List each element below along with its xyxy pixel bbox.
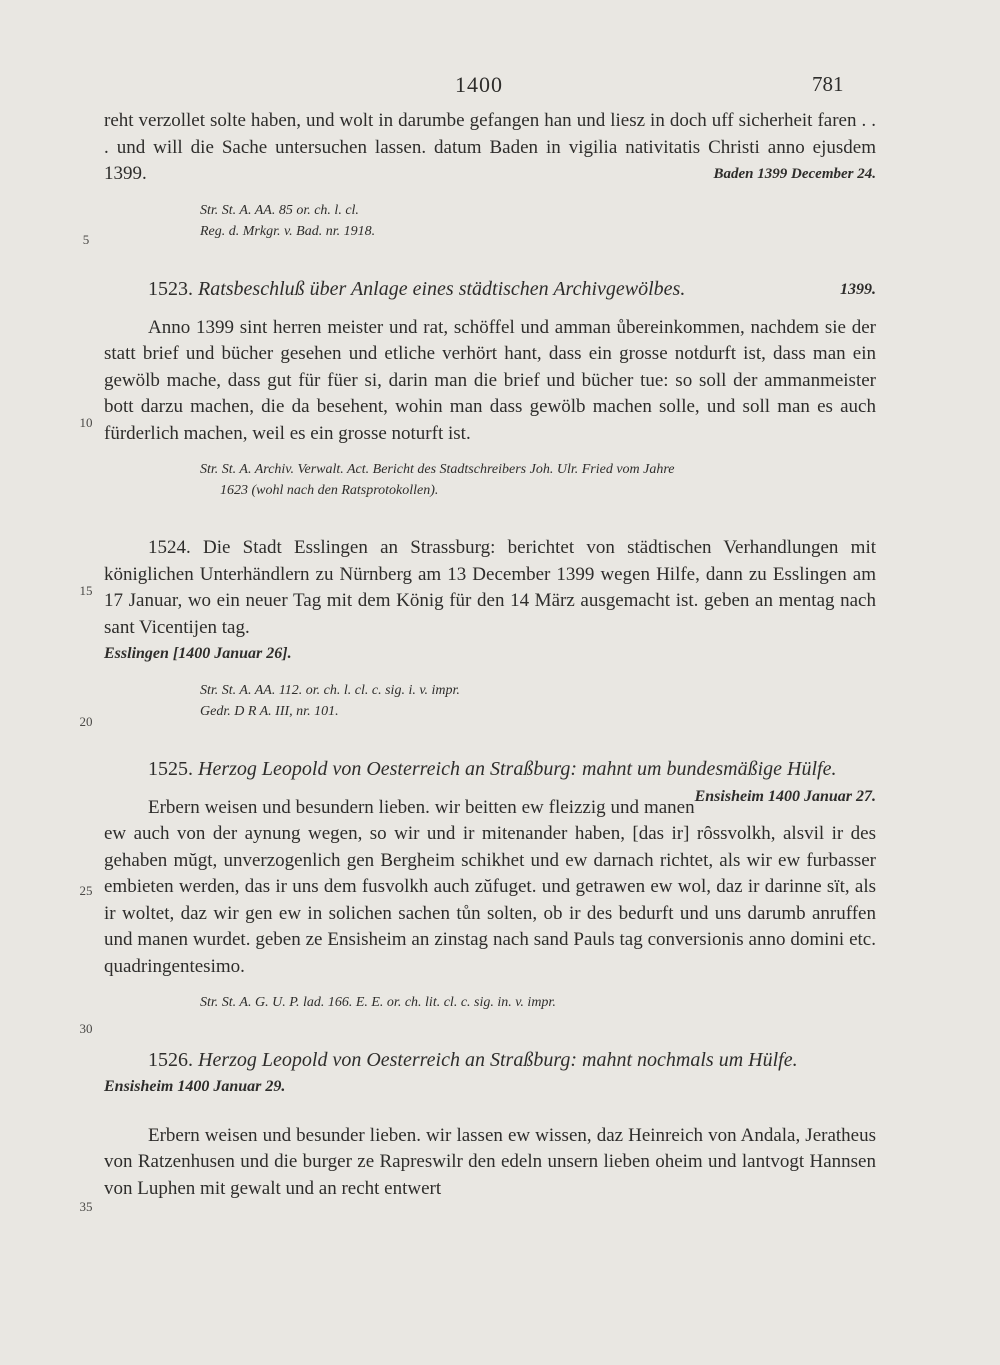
entry-title: Herzog Leopold von Oesterreich an Straßburg: mahnt nochmals um Hülfe. [198, 1049, 798, 1071]
source-note: Reg. d. Mrkgr. v. Bad. nr. 1918. [200, 223, 376, 239]
entry-date: Ensisheim 1400 Januar 29. [104, 1078, 286, 1095]
text-body [104, 108, 876, 1202]
continuation-date: Baden 1399 December 24. [713, 166, 876, 182]
entry-text-1523: Anno 1399 sint herren meister und rat, schöffel und amman ůbereinkommen, nachdem sie der statt brief und bücher gesehen und etliche verhört hant, dass ein grosse notdurft ist, dass man ein gewölb mache, dass gut für füer si, darin man die brief und bücher tue: so soll der ammanmeister bott darzu machen, die da besehent, wohin man dass gewölb machen solle, und soll man es auch fürderlich machen, weil es ein grosse noturft ist. [104, 316, 876, 444]
source-note: Str. St. A. G. U. P. lad. 166. E. E. or. ch. lit. cl. c. sig. in. v. impr. [200, 995, 556, 1010]
entry-heading-1523 [104, 276, 876, 303]
running-head [0, 72, 1000, 102]
entry-title: Ratsbeschluß über Anlage eines städtischen Archivgewölbes. [198, 277, 686, 300]
entry-number: 1523. [148, 277, 193, 300]
entry-text-1524: 1524. Die Stadt Esslingen an Strassburg: berichtet von städtischen Verhandlungen mit königlichen Unterhändlern zu Nürnberg am 13 December 1399 wegen Hilfe, dann zu Esslingen am 17 Januar, wo ein neuer Tag mit dem König für den 14 März ausgemacht ist. geben an mentag nach sant Vicentijen tag. [104, 537, 877, 638]
entry-number: 1525. [148, 757, 193, 780]
line-number: 20 [79, 714, 93, 729]
source-note: Str. St. A. Archiv. Verwalt. Act. Bericht des Stadtschreibers Joh. Ulr. Fried vom Jahre 1623 (wohl nach den Ratsprotokollen). [200, 462, 675, 498]
source-note: Str. St. A. AA. 112. or. ch. l. cl. c. sig. i. v. impr. [200, 682, 460, 698]
entry-text-1526: Erbern weisen und besunder lieben. wir lassen ew wissen, daz Heinreich von Andala, Jeratheus von Ratzenhusen und die burger ze Rapreswilr den edeln unsern lieben oheim und lantvogt Hannsen von Luphen mit gewalt und an recht entwert [104, 1124, 876, 1199]
entry-title: Herzog Leopold von Oesterreich an Straßburg: mahnt um bundesmäßige Hülfe. [198, 757, 837, 780]
entry-number: 1524. [148, 537, 191, 558]
source-note: Str. St. A. AA. 85 or. ch. l. cl. [200, 202, 359, 218]
entry-heading-1525 [104, 756, 876, 805]
entry-heading-1526 [104, 1047, 876, 1074]
running-head-year: 1400 [455, 72, 503, 97]
line-number: 35 [79, 1199, 93, 1214]
source-note: Gedr. D R A. III, nr. 101. [200, 703, 339, 719]
line-number: 25 [79, 883, 93, 898]
entry-date: 1399. [840, 280, 876, 298]
line-number: 15 [79, 583, 93, 598]
line-number: 10 [79, 415, 93, 430]
line-number: 30 [79, 1021, 93, 1036]
entry-date: Ensisheim 1400 Januar 27. [694, 787, 876, 805]
entry-date: Esslingen [1400 Januar 26]. [104, 645, 292, 662]
continuation-text: reht verzollet solte haben, und wolt in darumbe gefangen han und liesz in doch uff sicherheit faren . . . und will die Sache untersuchen lassen. datum Baden in vigilia nativitatis Christi anno ejusdem 1399. Baden 1399 December 24. [104, 108, 876, 188]
entry-text-1525: Erbern weisen und besundern lieben. wir beitten ew fleizzig und manen ew auch von der aynung wegen, so wir und ir mitenander haben, [das ir] rȏssvolkh, alsvil ir des gehaben mŭgt, unverzogenlich gen Bergheim schikhet und ew darnach richtet, als wir ew furbasser embieten werden, das ir uns dem fusvolkh auch zŭfuget. und getrawen ew wol, daz ir darinne sït, als ir woltet, daz wir gen ew in solichen sachen tůn solten, ob ir des bedurft und uns darumb anruffen und manen wurdet. geben ze Ensisheim an zinstag nach sand Pauls tag conversionis anno domini etc. quadringentesimo. [104, 796, 876, 977]
line-number: 5 [82, 232, 90, 247]
page-number: 781 [812, 72, 844, 96]
entry-number: 1526. [148, 1049, 193, 1071]
